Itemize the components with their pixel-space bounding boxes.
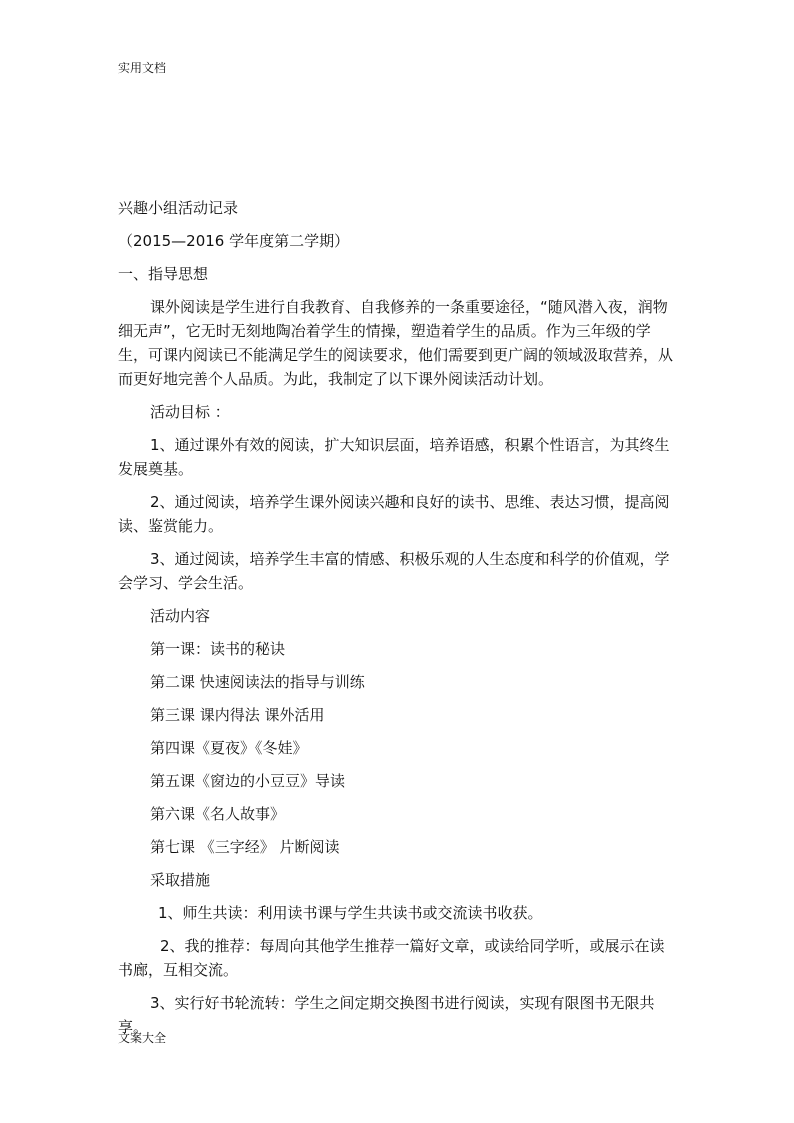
- goal-item: 3、通过阅读，培养学生丰富的情感、积极乐观的人生态度和科学的价值观，学会学习、学会生活。: [118, 550, 670, 592]
- content-heading: 活动内容: [150, 607, 211, 625]
- page-header: 实用文档: [118, 61, 167, 75]
- goal-item: 1、通过课外有效的阅读，扩大知识层面，培养语感，积累个性语言，为其终生发展奠基。: [118, 436, 670, 478]
- lesson-item: 第一课：读书的秘诀: [150, 640, 286, 658]
- measure-item: 3、实行好书轮流转：学生之间定期交换图书进行阅读，实现有限图书无限共享。: [118, 994, 655, 1036]
- page-footer: 文案大全: [118, 1031, 167, 1045]
- goal-item: 2、通过阅读，培养学生课外阅读兴趣和良好的读书、思维、表达习惯，提高阅读、鉴赏能力。: [118, 493, 670, 535]
- section-heading-guiding-idea: 一、指导思想: [118, 265, 209, 283]
- measure-item: 2、我的推荐：每周向其他学生推荐一篇好文章，或读给同学听，或展示在读书廊，互相交流。: [118, 937, 665, 979]
- lesson-item: 第七课 《三字经》 片断阅读: [150, 838, 340, 856]
- lesson-item: 第五课《窗边的小豆豆》导读: [150, 772, 346, 790]
- measures-heading: 采取措施: [150, 871, 211, 889]
- lesson-item: 第四课《夏夜》《冬娃》: [150, 739, 308, 757]
- intro-paragraph: 课外阅读是学生进行自我教育、自我修养的一条重要途径，“随风潜入夜，润物细无声”，它无时无刻地陶冶着学生的情操，塑造着学生的品质。作为三年级的学生，可课内阅读已不能满足学生的阅读要求，他们需要到更广阔的领域汲取营养，从而更好地完善个人品质。为此，我制定了以下课外阅读活动计划。: [118, 298, 674, 388]
- lesson-item: 第六课《名人故事》: [150, 805, 286, 823]
- measure-item: 1、师生共读：利用读书课与学生共读书或交流读书收获。: [158, 904, 543, 922]
- lesson-item: 第二课 快速阅读法的指导与训练: [150, 673, 365, 691]
- document-title: 兴趣小组活动记录: [118, 199, 239, 217]
- document-body: [118, 196, 678, 1048]
- lesson-item: 第三课 课内得法 课外活用: [150, 706, 325, 724]
- term-line: （2015—2016 学年度第二学期）: [118, 232, 350, 250]
- goals-heading: 活动目标 ：: [150, 403, 230, 421]
